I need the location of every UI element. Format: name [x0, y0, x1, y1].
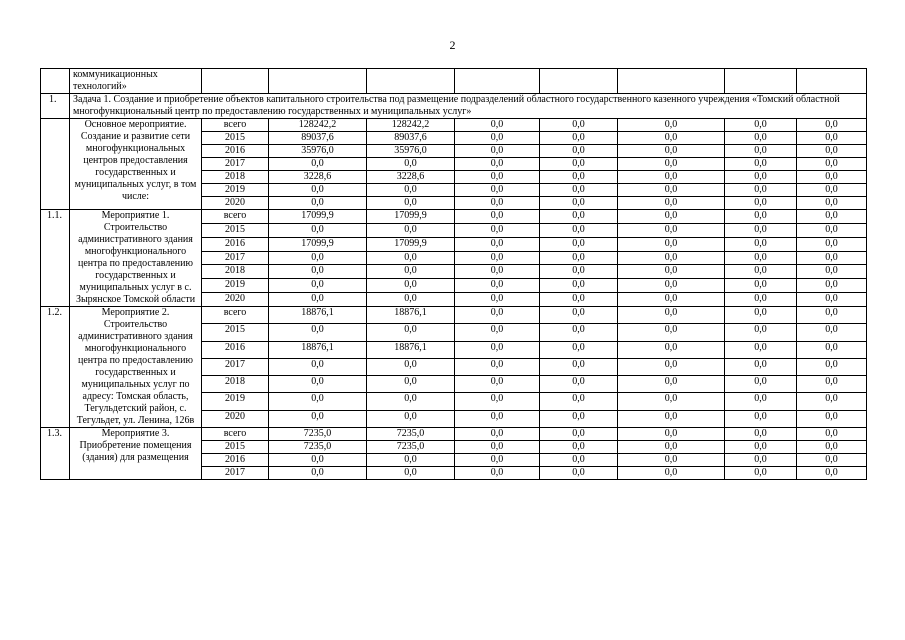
value-cell: 0,0	[455, 441, 540, 454]
value-cell: 0,0	[269, 279, 367, 293]
value-cell: 0,0	[797, 441, 867, 454]
value-cell: 0,0	[797, 237, 867, 251]
year-label: 2018	[202, 171, 269, 184]
value-cell: 0,0	[367, 184, 455, 197]
value-cell: 89037,6	[269, 132, 367, 145]
value-cell: 0,0	[618, 341, 725, 358]
value-cell: 17099,9	[367, 237, 455, 251]
value-cell: 0,0	[725, 376, 797, 393]
value-cell: 0,0	[618, 410, 725, 427]
value-cell: 0,0	[455, 293, 540, 307]
value-cell: 128242,2	[269, 119, 367, 132]
value-cell: 0,0	[540, 358, 618, 375]
value-cell: 128242,2	[367, 119, 455, 132]
value-cell: 0,0	[455, 223, 540, 237]
value-cell: 0,0	[269, 454, 367, 467]
table-row	[41, 210, 867, 224]
value-cell: 0,0	[797, 376, 867, 393]
value-cell: 0,0	[540, 237, 618, 251]
value-cell: 0,0	[455, 197, 540, 210]
value-cell: 18876,1	[269, 341, 367, 358]
value-cell: 0,0	[269, 376, 367, 393]
value-cell: 0,0	[540, 428, 618, 441]
value-cell: 0,0	[797, 467, 867, 480]
value-cell: 0,0	[797, 145, 867, 158]
item-name: Мероприятие 2. Строительство административного здания многофункционального центра по предоставлению государственных и муниципальных услуг по адресу: Томская область, Тегульдетский район, с. Тегульдет, ул. Ленина, 126в	[70, 307, 202, 428]
value-cell: 0,0	[725, 410, 797, 427]
value-cell: 0,0	[367, 324, 455, 341]
year-label: 2016	[202, 145, 269, 158]
year-label: 2017	[202, 467, 269, 480]
value-cell: 0,0	[618, 307, 725, 324]
year-label: всего	[202, 307, 269, 324]
value-cell: 0,0	[618, 467, 725, 480]
value-cell: 0,0	[797, 197, 867, 210]
value-cell: 0,0	[797, 307, 867, 324]
year-label: 2020	[202, 197, 269, 210]
item-name: Мероприятие 1. Строительство административного здания многофункционального центра по предоставлению государственных и муниципальных услуг в с. Зырянское Томской области	[70, 210, 202, 307]
year-label: 2016	[202, 237, 269, 251]
value-cell: 0,0	[797, 358, 867, 375]
value-cell: 0,0	[367, 454, 455, 467]
value-cell: 0,0	[540, 410, 618, 427]
value-cell: 0,0	[269, 158, 367, 171]
value-cell: 0,0	[797, 171, 867, 184]
value-cell: 0,0	[455, 467, 540, 480]
row-name: коммуникационных технологий»	[70, 69, 202, 94]
value-cell: 0,0	[725, 119, 797, 132]
item-number	[41, 119, 70, 210]
value-cell: 0,0	[367, 393, 455, 410]
value-cell: 0,0	[618, 158, 725, 171]
year-label: 2020	[202, 293, 269, 307]
value-cell: 7235,0	[269, 441, 367, 454]
year-label: 2015	[202, 441, 269, 454]
value-cell: 0,0	[540, 223, 618, 237]
year-label: 2017	[202, 251, 269, 265]
value-cell: 0,0	[367, 467, 455, 480]
table-row	[41, 119, 867, 132]
value-cell: 0,0	[618, 119, 725, 132]
value-cell: 0,0	[797, 341, 867, 358]
value-cell: 35976,0	[269, 145, 367, 158]
value-cell: 0,0	[540, 393, 618, 410]
value-cell: 7235,0	[269, 428, 367, 441]
year-label: 2020	[202, 410, 269, 427]
value-cell: 0,0	[540, 376, 618, 393]
budget-table	[40, 68, 867, 480]
value-cell: 7235,0	[367, 441, 455, 454]
value-cell: 0,0	[455, 251, 540, 265]
value-cell: 0,0	[797, 119, 867, 132]
value-cell: 0,0	[618, 132, 725, 145]
year-label: всего	[202, 210, 269, 224]
value-cell: 0,0	[367, 410, 455, 427]
value-cell: 0,0	[618, 324, 725, 341]
value-cell: 0,0	[618, 293, 725, 307]
value-cell: 18876,1	[367, 307, 455, 324]
year-label: всего	[202, 428, 269, 441]
value-cell: 0,0	[269, 197, 367, 210]
task-number: 1.	[41, 94, 70, 119]
value-cell: 17099,9	[367, 210, 455, 224]
year-label: 2019	[202, 393, 269, 410]
value-cell: 0,0	[725, 237, 797, 251]
value-cell: 0,0	[367, 279, 455, 293]
year-label: 2016	[202, 454, 269, 467]
value-cell: 0,0	[540, 210, 618, 224]
value-cell: 0,0	[725, 393, 797, 410]
value-cell: 0,0	[618, 171, 725, 184]
value-cell: 0,0	[725, 265, 797, 279]
value-cell: 0,0	[540, 251, 618, 265]
value-cell: 0,0	[797, 428, 867, 441]
value-cell: 3228,6	[269, 171, 367, 184]
value-cell: 0,0	[367, 376, 455, 393]
value-cell: 0,0	[797, 410, 867, 427]
value-cell: 0,0	[725, 341, 797, 358]
value-cell: 0,0	[618, 376, 725, 393]
value-cell: 0,0	[797, 293, 867, 307]
value-cell: 0,0	[618, 441, 725, 454]
value-cell: 0,0	[540, 171, 618, 184]
value-cell: 0,0	[367, 358, 455, 375]
value-cell: 0,0	[725, 184, 797, 197]
value-cell: 0,0	[797, 132, 867, 145]
value-cell: 0,0	[797, 223, 867, 237]
value-cell: 0,0	[540, 441, 618, 454]
value-cell: 0,0	[725, 132, 797, 145]
value-cell: 0,0	[540, 132, 618, 145]
value-cell: 0,0	[725, 210, 797, 224]
value-cell: 0,0	[725, 428, 797, 441]
task-row	[41, 94, 867, 119]
value-cell: 0,0	[725, 293, 797, 307]
value-cell: 0,0	[455, 341, 540, 358]
value-cell: 0,0	[455, 307, 540, 324]
item-name: Мероприятие 3. Приобретение помещения (здания) для размещения	[70, 428, 202, 480]
value-cell: 0,0	[455, 428, 540, 441]
value-cell: 0,0	[455, 210, 540, 224]
value-cell: 0,0	[269, 393, 367, 410]
value-cell: 0,0	[455, 158, 540, 171]
value-cell: 0,0	[540, 197, 618, 210]
item-name: Основное мероприятие. Создание и развитие сети многофункциональных центров предоставления государственных и муниципальных услуг, в том числе:	[70, 119, 202, 210]
value-cell: 0,0	[797, 265, 867, 279]
value-cell: 18876,1	[269, 307, 367, 324]
item-number: 1.3.	[41, 428, 70, 480]
value-cell: 18876,1	[367, 341, 455, 358]
year-label: 2016	[202, 341, 269, 358]
value-cell: 0,0	[367, 265, 455, 279]
value-cell: 0,0	[455, 184, 540, 197]
value-cell: 0,0	[725, 158, 797, 171]
value-cell: 0,0	[455, 265, 540, 279]
year-label: 2017	[202, 158, 269, 171]
value-cell: 0,0	[367, 197, 455, 210]
value-cell: 0,0	[540, 158, 618, 171]
year-label: 2017	[202, 358, 269, 375]
value-cell: 0,0	[797, 210, 867, 224]
value-cell: 0,0	[725, 171, 797, 184]
value-cell: 0,0	[455, 145, 540, 158]
value-cell: 0,0	[618, 184, 725, 197]
value-cell: 0,0	[367, 293, 455, 307]
value-cell: 0,0	[725, 307, 797, 324]
value-cell: 0,0	[455, 393, 540, 410]
year-label: 2019	[202, 184, 269, 197]
value-cell: 0,0	[797, 158, 867, 171]
value-cell: 0,0	[455, 132, 540, 145]
value-cell: 0,0	[725, 223, 797, 237]
year-label: 2018	[202, 376, 269, 393]
value-cell: 0,0	[725, 251, 797, 265]
value-cell: 89037,6	[367, 132, 455, 145]
value-cell: 0,0	[455, 376, 540, 393]
value-cell: 0,0	[618, 265, 725, 279]
value-cell: 0,0	[618, 279, 725, 293]
value-cell: 0,0	[540, 119, 618, 132]
value-cell: 0,0	[540, 454, 618, 467]
year-label: 2015	[202, 324, 269, 341]
year-label: 2015	[202, 223, 269, 237]
value-cell: 0,0	[269, 265, 367, 279]
value-cell: 0,0	[618, 223, 725, 237]
value-cell: 0,0	[455, 358, 540, 375]
value-cell: 0,0	[618, 197, 725, 210]
value-cell: 0,0	[455, 410, 540, 427]
value-cell: 0,0	[725, 279, 797, 293]
value-cell: 0,0	[797, 184, 867, 197]
year-label: 2018	[202, 265, 269, 279]
table-row	[41, 307, 867, 324]
value-cell: 0,0	[367, 158, 455, 171]
value-cell: 0,0	[618, 145, 725, 158]
value-cell: 0,0	[725, 358, 797, 375]
item-number: 1.2.	[41, 307, 70, 428]
value-cell: 3228,6	[367, 171, 455, 184]
page-number: 2	[449, 38, 456, 52]
value-cell: 0,0	[367, 251, 455, 265]
value-cell: 0,0	[618, 237, 725, 251]
value-cell: 0,0	[269, 358, 367, 375]
value-cell: 0,0	[540, 184, 618, 197]
value-cell: 0,0	[618, 210, 725, 224]
value-cell: 0,0	[540, 145, 618, 158]
value-cell: 0,0	[618, 358, 725, 375]
value-cell: 0,0	[797, 251, 867, 265]
value-cell: 0,0	[540, 307, 618, 324]
value-cell: 0,0	[540, 279, 618, 293]
task-text: Задача 1. Создание и приобретение объектов капитального строительства под размещение подразделений областного государственного казенного учреждения «Томский областной многофункциональный центр по предоставлению государственных и муниципальных услуг»	[70, 94, 867, 119]
value-cell: 0,0	[540, 341, 618, 358]
value-cell: 0,0	[455, 324, 540, 341]
value-cell: 0,0	[269, 467, 367, 480]
value-cell: 0,0	[269, 251, 367, 265]
year-label: 2015	[202, 132, 269, 145]
year-label: всего	[202, 119, 269, 132]
table-row-top	[41, 69, 867, 94]
value-cell: 0,0	[618, 428, 725, 441]
value-cell: 0,0	[797, 393, 867, 410]
value-cell: 0,0	[455, 171, 540, 184]
value-cell: 0,0	[540, 293, 618, 307]
value-cell: 0,0	[455, 119, 540, 132]
value-cell: 17099,9	[269, 210, 367, 224]
value-cell: 0,0	[540, 467, 618, 480]
value-cell: 0,0	[455, 454, 540, 467]
value-cell: 0,0	[797, 324, 867, 341]
value-cell: 0,0	[269, 293, 367, 307]
value-cell: 0,0	[725, 145, 797, 158]
value-cell: 0,0	[367, 223, 455, 237]
value-cell: 0,0	[725, 324, 797, 341]
value-cell: 0,0	[269, 410, 367, 427]
value-cell: 0,0	[797, 454, 867, 467]
value-cell: 17099,9	[269, 237, 367, 251]
value-cell: 0,0	[725, 197, 797, 210]
value-cell: 35976,0	[367, 145, 455, 158]
value-cell: 7235,0	[367, 428, 455, 441]
value-cell: 0,0	[269, 223, 367, 237]
value-cell: 0,0	[540, 324, 618, 341]
value-cell: 0,0	[269, 324, 367, 341]
value-cell: 0,0	[269, 184, 367, 197]
value-cell: 0,0	[455, 237, 540, 251]
value-cell: 0,0	[455, 279, 540, 293]
value-cell: 0,0	[725, 441, 797, 454]
value-cell: 0,0	[797, 279, 867, 293]
value-cell: 0,0	[618, 393, 725, 410]
item-number: 1.1.	[41, 210, 70, 307]
value-cell: 0,0	[725, 454, 797, 467]
value-cell: 0,0	[540, 265, 618, 279]
value-cell: 0,0	[618, 251, 725, 265]
table-row	[41, 428, 867, 441]
year-label: 2019	[202, 279, 269, 293]
value-cell: 0,0	[725, 467, 797, 480]
value-cell: 0,0	[618, 454, 725, 467]
